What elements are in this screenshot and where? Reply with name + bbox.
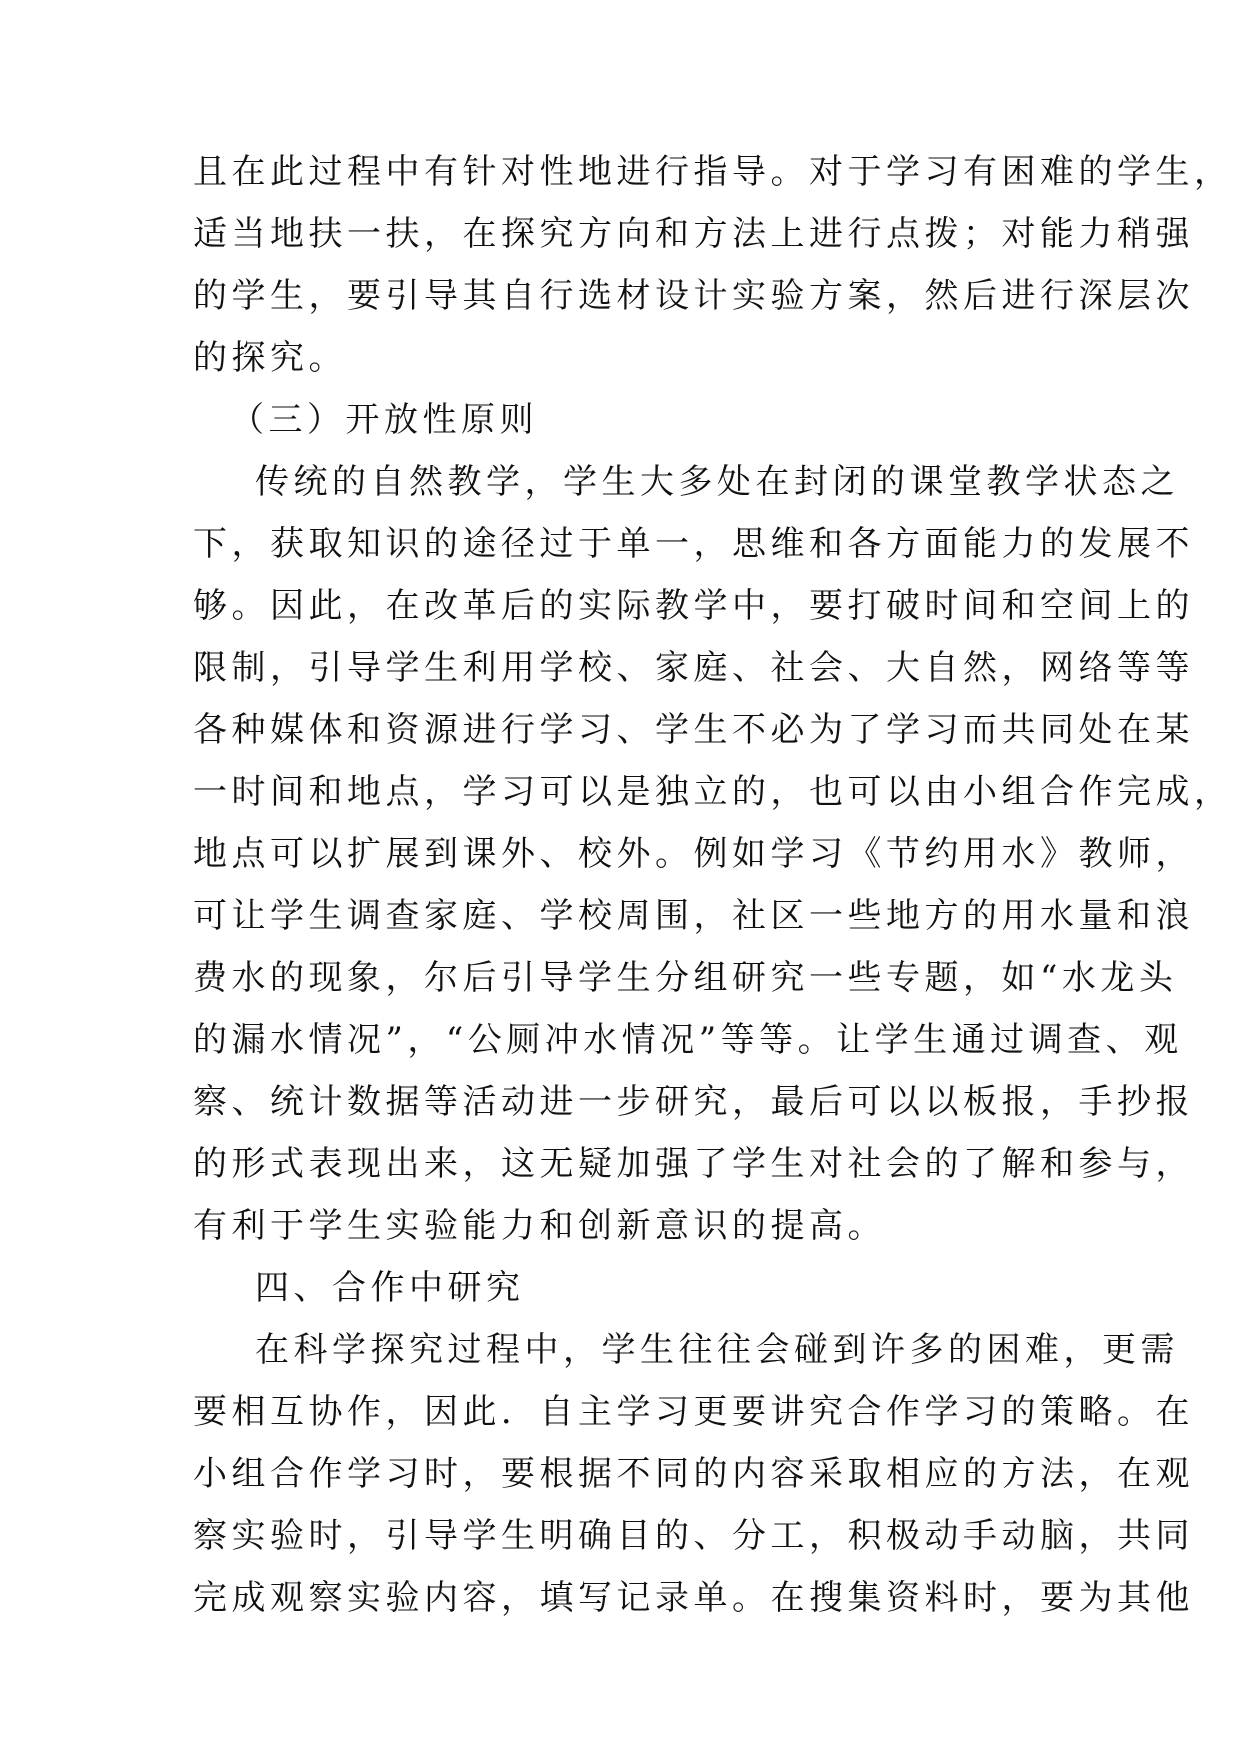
text-line: 够。因此，在改革后的实际教学中，要打破时间和空间上的	[193, 586, 1194, 626]
text-line: 完成观察实验内容，填写记录单。在搜集资料时，要为其他	[193, 1578, 1194, 1618]
text-line: 且在此过程中有针对性地进行指导。对于学习有困难的学生，	[193, 152, 1233, 192]
text-line: 地点可以扩展到课外、校外。例如学习《节约用水》教师，	[193, 834, 1194, 874]
text-line: 要相互协作，因此．自主学习更要讲究合作学习的策略。在	[193, 1392, 1194, 1432]
paragraph-first-line: 在科学探究过程中，学生往往会碰到许多的困难，更需	[255, 1330, 1179, 1370]
text-line: 察、统计数据等活动进一步研究，最后可以以板报，手抄报	[193, 1082, 1194, 1122]
text-line: 察实验时，引导学生明确目的、分工，积极动手动脑，共同	[193, 1516, 1194, 1556]
text-line: 一时间和地点，学习可以是独立的，也可以由小组合作完成，	[193, 772, 1233, 812]
text-line: 的形式表现出来，这无疑加强了学生对社会的了解和参与，	[193, 1144, 1194, 1184]
text-line: 可让学生调查家庭、学校周围，社区一些地方的用水量和浪	[193, 896, 1194, 936]
text-line: 限制，引导学生利用学校、家庭、社会、大自然，网络等等	[193, 648, 1194, 688]
text-line: 适当地扶一扶，在探究方向和方法上进行点拨；对能力稍强	[193, 214, 1194, 254]
text-line: 的漏水情况”，“公厕冲水情况”等等。让学生通过调查、观	[193, 1020, 1183, 1060]
text-line: 费水的现象，尔后引导学生分组研究一些专题，如“水龙头	[193, 958, 1178, 998]
paragraph-first-line: 传统的自然教学，学生大多处在封闭的课堂教学状态之	[255, 462, 1179, 502]
section-heading: （三）开放性原则	[230, 400, 538, 440]
section-heading: 四、合作中研究	[255, 1268, 525, 1308]
text-line: 小组合作学习时，要根据不同的内容采取相应的方法，在观	[193, 1454, 1194, 1494]
text-line: 各种媒体和资源进行学习、学生不必为了学习而共同处在某	[193, 710, 1194, 750]
text-line: 的学生，要引导其自行选材设计实验方案，然后进行深层次	[193, 276, 1194, 316]
text-line: 下，获取知识的途径过于单一，思维和各方面能力的发展不	[193, 524, 1194, 564]
text-line: 有利于学生实验能力和创新意识的提高。	[193, 1206, 886, 1246]
text-line: 的探究。	[193, 338, 347, 378]
